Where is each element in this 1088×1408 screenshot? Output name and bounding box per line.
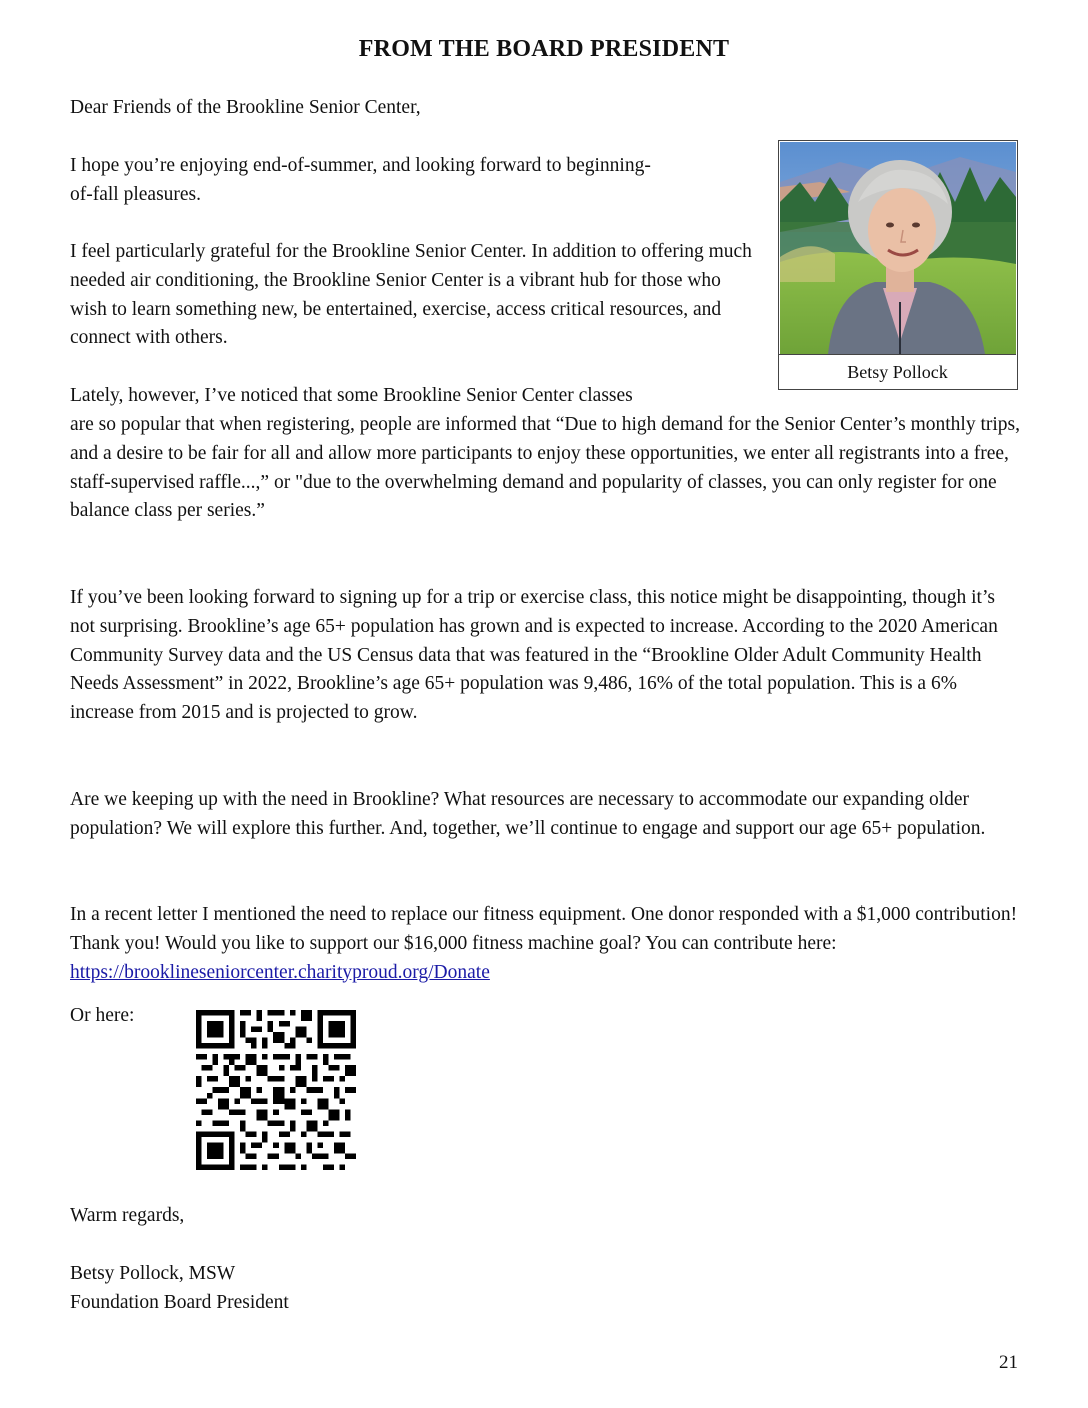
page-title: FROM THE BOARD PRESIDENT: [358, 36, 730, 62]
paragraph-gratitude: I feel particularly grateful for the Brookline Senior Center. In addition to offering much needed air conditioning, the Brookline Senior Center is a vibrant hub for those who wish to learn something new, be entertained, exercise, access critical resources, and connect with others.: [70, 241, 752, 349]
donation-text: In a recent letter I mentioned the need to replace our fitness equipment. One donor responded with a $1,000 contribution! Thank you! Would you like to support our $16,000 fitness machine goal? You can contribute here:: [70, 904, 1018, 954]
paragraph-intro: [70, 152, 790, 210]
paragraph-demand: are so popular that when registering, people are informed that “Due to high demand for the Senior Center’s monthly trips, and a desire to be fair for all and allow more participants to enjoy these opportunities, we enter all registrants into a free, staff-supervised raffle...,” or "due to the overwhelming demand and popularity of classes, you can only register for one balance class per series.”: [70, 414, 1021, 522]
paragraph-resources: Are we keeping up with the need in Brookline? What resources are necessary to accommodate our expanding older population? We will explore this further. And, together, we’ll continue to engage and support our age 65+ population.: [70, 789, 986, 839]
portrait-figure: [778, 140, 1018, 390]
paragraph-intro-line-2: of-fall pleasures.: [70, 183, 202, 205]
or-here-label: Or here:: [70, 1005, 135, 1026]
paragraph-intro-line-1: I hope you’re enjoying end-of-summer, and looking forward to beginning-: [70, 155, 651, 176]
paragraph-donation: [70, 901, 1020, 987]
paragraph-demand-line-1: Lately, however, I’ve noticed that some Brookline Senior Center classes: [70, 385, 633, 406]
portrait-photo: [780, 142, 1016, 354]
qr-code-icon[interactable]: [196, 1010, 356, 1170]
signature-name: Betsy Pollock, MSW: [70, 1263, 236, 1284]
salutation: Dear Friends of the Brookline Senior Center,: [70, 97, 421, 118]
donate-link[interactable]: https://brooklineseniorcenter.charityproud.org/Donate: [70, 961, 490, 983]
paragraph-population: If you’ve been looking forward to signing up for a trip or exercise class, this notice might be disappointing, though it’s not surprising. Brookline’s age 65+ population has grown and is expected to increase. According to the 2020 American Community Survey data and the US Census data that was featured in the “Brookline Older Adult Community Health Needs Assessment” in 2022, Brookline’s age 65+ population was 9,486, 16% of the total population. This is a 6% increase from 2015 and is projected to grow.: [70, 587, 998, 724]
closing: Warm regards,: [70, 1205, 185, 1226]
page-number: 21: [999, 1352, 1018, 1373]
signature-title: Foundation Board President: [70, 1292, 289, 1313]
portrait-caption: Betsy Pollock: [779, 354, 1016, 389]
